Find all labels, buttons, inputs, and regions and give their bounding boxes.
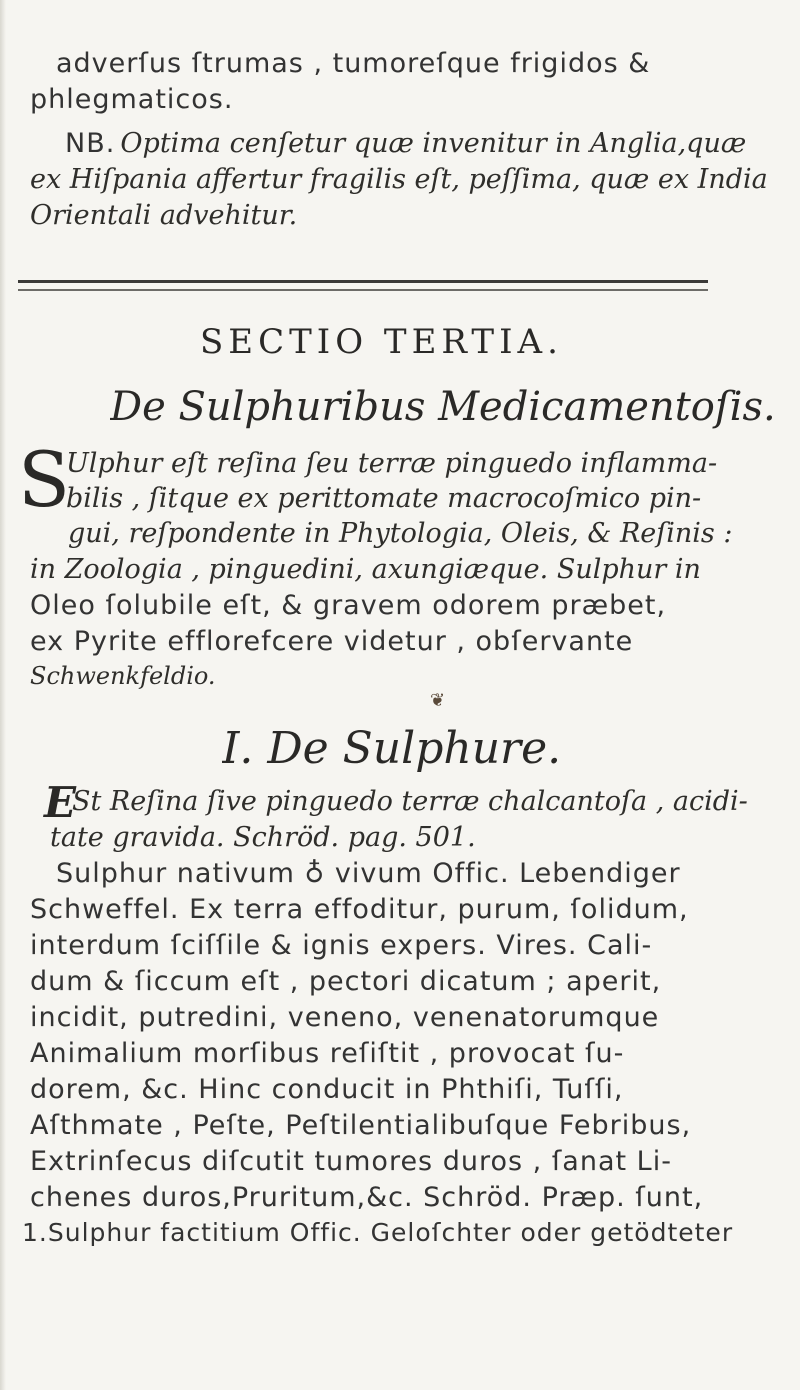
intro-line	[30, 554, 800, 585]
body-line: dum & ſiccum eſt , pectori dicatum ; aperit,	[30, 966, 662, 997]
fleuron-ornament: ❦	[430, 690, 446, 711]
body-line: Sulphur nativum ♁ vivum Offic. Lebendiger	[56, 858, 681, 889]
body-line: Animalium morſibus reſiſtit , provocat ſu-	[30, 1038, 625, 1069]
intro-line: bilis , ſitque ex perittomate macrocoſmico pin-	[66, 483, 702, 514]
definition-line: St Reſina ſive pinguedo terræ chalcantoſa , acidi-	[72, 786, 748, 817]
body-line: incidit, putredini, veneno, venenatorumque	[30, 1002, 660, 1033]
nota-bene-label: NB.	[65, 128, 116, 159]
intro-line: ex Pyrite efflorefcere videtur , obſervante	[30, 626, 634, 657]
drop-cap: E	[44, 778, 77, 827]
body-line: chenes duros,Pruritum,&c. Schröd. Præp. ſunt,	[30, 1182, 704, 1213]
nota-bene-text: Optima cenſetur quæ invenitur in Anglia,quæ	[120, 128, 747, 159]
page-binding-shadow	[0, 0, 6, 1390]
article-heading: I. De Sulphure.	[222, 723, 562, 774]
body-line: dorem, &c. Hinc conducit in Phthiſi, Tuſſi,	[30, 1074, 624, 1105]
body-line: Schweffel. Ex terra effoditur, purum, ſolidum,	[30, 894, 689, 925]
section-title: SECTIO TERTIA.	[200, 322, 563, 362]
nota-bene-text: ex Hiſpania affertur fragilis eſt, peſſima, quæ ex India	[30, 164, 768, 195]
body-line: interdum ſciſſile & ignis expers. Vires. Cali-	[30, 930, 653, 961]
intro-line: Ulphur eſt reſina ſeu terræ pinguedo inflamma-	[66, 448, 718, 479]
intro-line-text: in Zoologia , pinguedini, axungiæque. Sulphur in	[30, 554, 701, 585]
section-rule	[18, 280, 708, 291]
nota-bene-line	[65, 128, 800, 159]
text-line: phlegmaticos.	[30, 84, 234, 115]
body-line: Extrinſecus diſcutit tumores duros , ſanat Li-	[30, 1146, 672, 1177]
section-subtitle: De Sulphuribus Medicamentoſis.	[110, 384, 776, 430]
text-line: adverſus ſtrumas , tumoreſque frigidos &	[56, 48, 651, 79]
body-line: 1.Sulphur factitium Offic. Geloſchter oder getödteter	[22, 1218, 734, 1247]
intro-line: Oleo ſolubile eſt, & gravem odorem præbet,	[30, 590, 667, 621]
intro-line: gui, reſpondente in Phytologia, Oleis, & Reſinis :	[68, 518, 733, 549]
definition-line: tate gravida. Schröd. pag. 501.	[50, 822, 476, 853]
intro-line: Schwenkfeldio.	[30, 662, 216, 690]
drop-cap: S	[18, 435, 71, 524]
body-line: Aſthmate , Peſte, Peſtilentialibuſque Febribus,	[30, 1110, 692, 1141]
nota-bene-text: Orientali advehitur.	[30, 200, 298, 231]
